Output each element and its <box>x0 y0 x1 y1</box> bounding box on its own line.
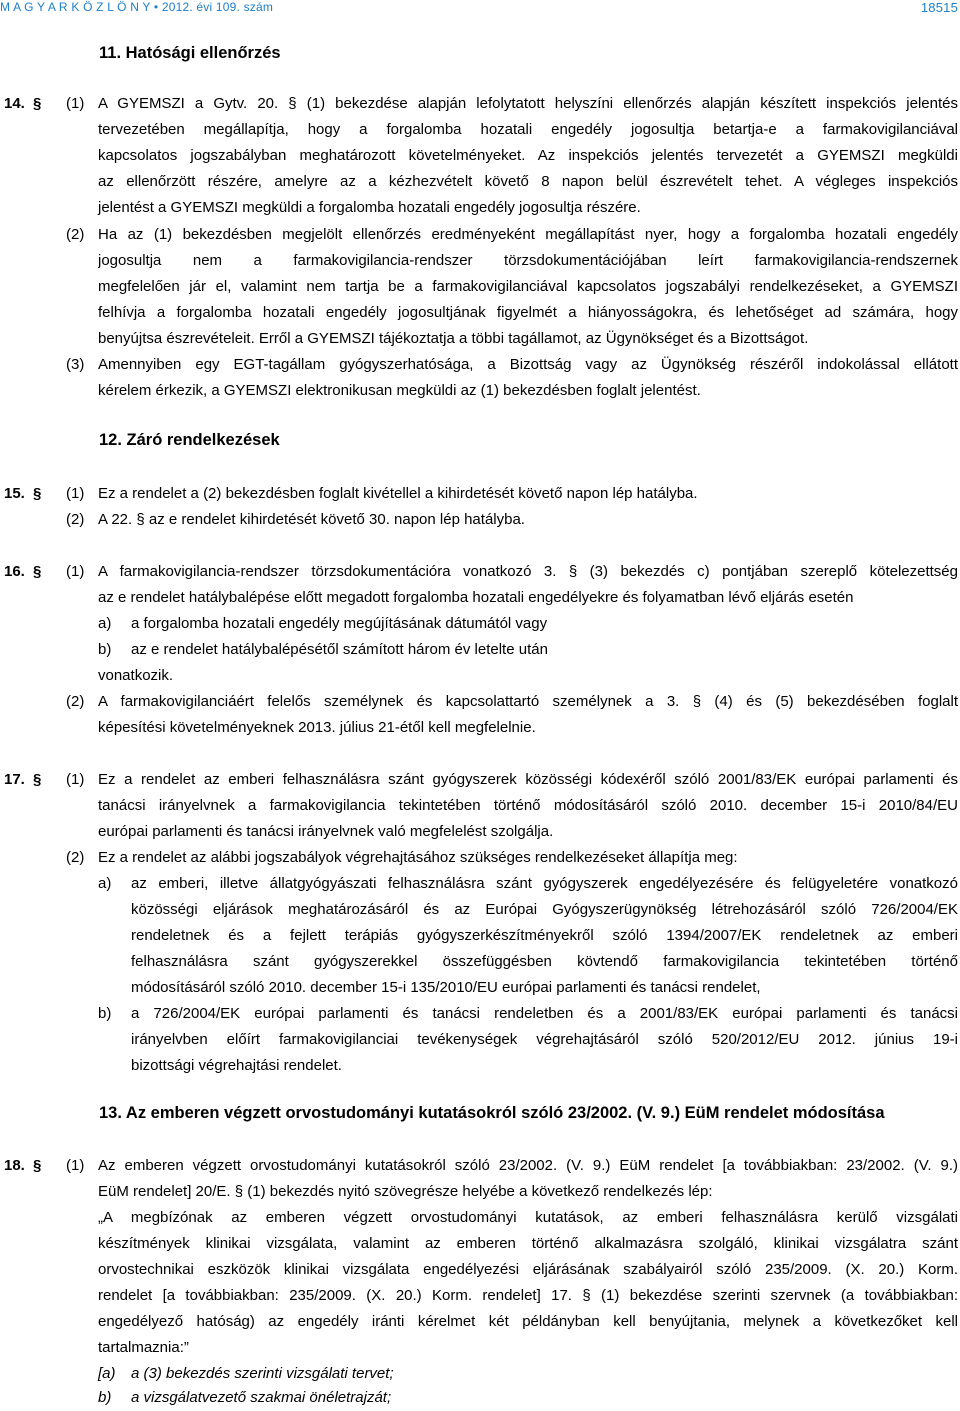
text-line: EüM rendelet] 20/E. § (1) bekezdés nyitó szövegrésze helyébe a következő rendelkezés lép: <box>98 1183 713 1200</box>
text-line: rendeletnek és a fejlett terápiás gyógyszerkészítményekről szóló 1394/2007/EK rendeletnek az emberi <box>131 927 958 944</box>
list-letter: a) <box>98 875 112 892</box>
subsection-label: (2) <box>66 693 85 710</box>
subsection-label: (1) <box>66 771 85 788</box>
section-number-14: 14. <box>4 95 25 112</box>
paragraph-sign-17: § <box>33 771 42 788</box>
text-line: képesítési követelményeknek 2013. július 21-étől kell megfelelnie. <box>98 719 536 736</box>
text-line: kérelem érkezik, a GYEMSZI elektronikusan megküldi az (1) bekezdésben foglalt jelentést. <box>98 382 701 399</box>
subsection-label: (2) <box>66 226 85 243</box>
text-line: készítmények klinikai vizsgálata, valamint az emberen történő alkalmazásra szolgáló, klinikai vizsgálatra szánt <box>98 1235 958 1252</box>
text-line: a vizsgálatvezető szakmai önéletrajzát; <box>131 1389 392 1406</box>
paragraph-sign-14: § <box>33 95 42 112</box>
text-line: a 726/2004/EK európai parlamenti és tanácsi rendeletben és a 2001/83/EK európai parlamenti és tanácsi <box>131 1005 958 1022</box>
section-number-18: 18. <box>4 1157 25 1174</box>
text-line: közösségi eljárások meghatározásáról és az Európai Gyógyszerügynökség létrehozásáról szóló 726/2004/EK <box>131 901 958 918</box>
list-letter: b) <box>98 1005 112 1022</box>
text-line: az emberi, illetve állatgyógyászati felhasználásra szánt gyógyszerek engedélyezésére és felügyeletére vonatkozó <box>131 875 958 892</box>
text-line: orvostechnikai eszközök klinikai vizsgálata engedélyezési eljárásának szabályairól szóló 235/2009. (X. 20.) Korm. <box>98 1261 958 1278</box>
text-line: engedélyező hatóság) az engedély iránti kérelmet két példányban kell benyújtania, melynek a következőket kell <box>98 1313 958 1330</box>
text-line: az e rendelet hatálybalépése előtt megadott forgalomba hozatali engedélyekre és folyamatban lévő eljárás esetén <box>98 589 854 606</box>
text-line: jogosultja nem a farmakovigilancia-rendszer törzsdokumentációjában leírt farmakovigilancia-rendszernek <box>98 252 958 269</box>
page-number: 18515 <box>920 0 958 15</box>
text-line: Amennyiben egy EGT-tagállam gyógyszerhatósága, a Bizottság vagy az Ügynökség részéről indokolással ellátott <box>98 356 958 373</box>
text-line: jelentést a GYEMSZI megküldi a forgalomba hozatali engedély jogosultja részére. <box>98 199 641 216</box>
text-line: A farmakovigilancia-rendszer törzsdokumentációra vonatkozó 3. § (3) bekezdés c) pontjában szereplő kötelezettség <box>98 563 958 580</box>
section-number-16: 16. <box>4 563 25 580</box>
list-letter: b) <box>98 1389 112 1406</box>
text-line: bizottsági végrehajtási rendelet. <box>131 1057 342 1074</box>
list-letter: b) <box>98 641 112 658</box>
paragraph-sign-15: § <box>33 485 42 502</box>
paragraph-sign-16: § <box>33 563 42 580</box>
section-number-15: 15. <box>4 485 25 502</box>
text-line: Ez a rendelet a (2) bekezdésben foglalt kivétellel a kihirdetését követő napon lép hatályba. <box>98 485 698 502</box>
text-line: az e rendelet hatálybalépésétől számított három év letelte után <box>131 641 548 658</box>
list-letter: a) <box>98 615 112 632</box>
subsection-label: (2) <box>66 849 85 866</box>
text-line: A 22. § az e rendelet kihirdetését követő 30. napon lép hatályba. <box>98 511 525 528</box>
text-line: felhívja a forgalomba hozatali engedély jogosultjának figyelmét a hiányosságokra, és lehetőséget ad számára, hogy <box>98 304 958 321</box>
text-line: benyújtsa észrevételeit. Erről a GYEMSZI tájékoztatja a többi tagállamot, az Ügynökséget és a Bizottságot. <box>98 330 809 347</box>
text-line: Ez a rendelet az emberi felhasználásra szánt gyógyszerek közösségi kódexéről szóló 2001/83/EK európai parlamenti és <box>98 771 958 788</box>
subsection-label: (1) <box>66 563 85 580</box>
subsection-label: (3) <box>66 356 85 373</box>
section-heading-11: 11. Hatósági ellenőrzés <box>99 44 281 62</box>
text-line: a (3) bekezdés szerinti vizsgálati tervet; <box>131 1365 394 1382</box>
text-line: „A megbízónak az emberen végzett orvostudományi kutatások, az emberi felhasználásra kerülő vizsgálati <box>98 1209 958 1226</box>
text-line: kapcsolatos jogszabályban meghatározott követelményeket. Az inspekciós jelentés tervezetét a GYEMSZI megküldi <box>98 147 958 164</box>
text-line: Az emberen végzett orvostudományi kutatásokról szóló 23/2002. (V. 9.) EüM rendelet [a továbbiakban: 23/2002. (V. 9.) <box>98 1157 958 1174</box>
text-line: tanácsi irányelvnek a farmakovigilancia tekintetében történő módosításáról szóló 2010. december 15-i 2010/84/EU <box>98 797 958 814</box>
text-line: az ellenőrzött részére, amelyre az a kézhezvételt követő 8 napon belül észrevételt tehet. A végleges inspekciós <box>98 173 958 190</box>
subsection-label: (1) <box>66 95 85 112</box>
section-heading-13: 13. Az emberen végzett orvostudományi kutatásokról szóló 23/2002. (V. 9.) EüM rendelet módosítása <box>99 1104 885 1122</box>
text-line: felhasználásra szánt gyógyszerekkel összefüggésben kövtendő farmakovigilancia tekintetében történő <box>131 953 958 970</box>
paragraph-sign-18: § <box>33 1157 42 1174</box>
page-header <box>0 0 960 20</box>
subsection-label: (1) <box>66 485 85 502</box>
text-line: módosításáról szóló 2010. december 15-i 135/2010/EU európai parlamenti és tanácsi rendelet, <box>131 979 761 996</box>
text-line: tervezetében megállapítja, hogy a forgalomba hozatali engedély jogosultja betartja-e a farmakovigilanciával <box>98 121 958 138</box>
text-line: A farmakovigilanciáért felelős személynek és kapcsolattartó személynek a 3. § (4) és (5) bekezdésében foglalt <box>98 693 958 710</box>
list-letter: [a) <box>98 1365 116 1382</box>
subsection-label: (2) <box>66 511 85 528</box>
text-line: Ez a rendelet az alábbi jogszabályok végrehajtásához szükséges rendelkezéseket állapítja meg: <box>98 849 738 866</box>
text-line: rendelet [a továbbiakban: 235/2009. (X. 20.) Korm. rendelet] 17. § (1) bekezdése szerinti szervnek (a továbbiakban: <box>98 1287 958 1304</box>
text-line: Ha az (1) bekezdésben megjelölt ellenőrzés eredményeként megállapítást nyer, hogy a forgalomba hozatali engedély <box>98 226 958 243</box>
text-line: a forgalomba hozatali engedély megújításának dátumától vagy <box>131 615 548 632</box>
text-line: irányelvben előírt farmakovigilanciai tevékenységek végrehajtásáról szóló 520/2012/EU 2012. június 19-i <box>131 1031 958 1048</box>
text-line: tartalmaznia:” <box>98 1339 189 1356</box>
section-heading-12: 12. Záró rendelkezések <box>99 431 280 449</box>
subsection-label: (1) <box>66 1157 85 1174</box>
text-line: megfelelően jár el, valamint nem tartja be a farmakovigilanciával kapcsolatos jogszabályi rendelkezéseket, a GYEMSZI <box>98 278 958 295</box>
text-line: A GYEMSZI a Gytv. 20. § (1) bekezdése alapján lefolytatott helyszíni ellenőrzés alapján készített inspekciós jelentés <box>98 95 958 112</box>
text-line: európai parlamenti és tanácsi irányelvnek való megfelelést szolgálja. <box>98 823 554 840</box>
journal-title: M A G Y A R K Ö Z L Ö N Y • 2012. évi 109. szám <box>0 0 274 14</box>
section-number-17: 17. <box>4 771 25 788</box>
text-line: vonatkozik. <box>98 667 174 684</box>
